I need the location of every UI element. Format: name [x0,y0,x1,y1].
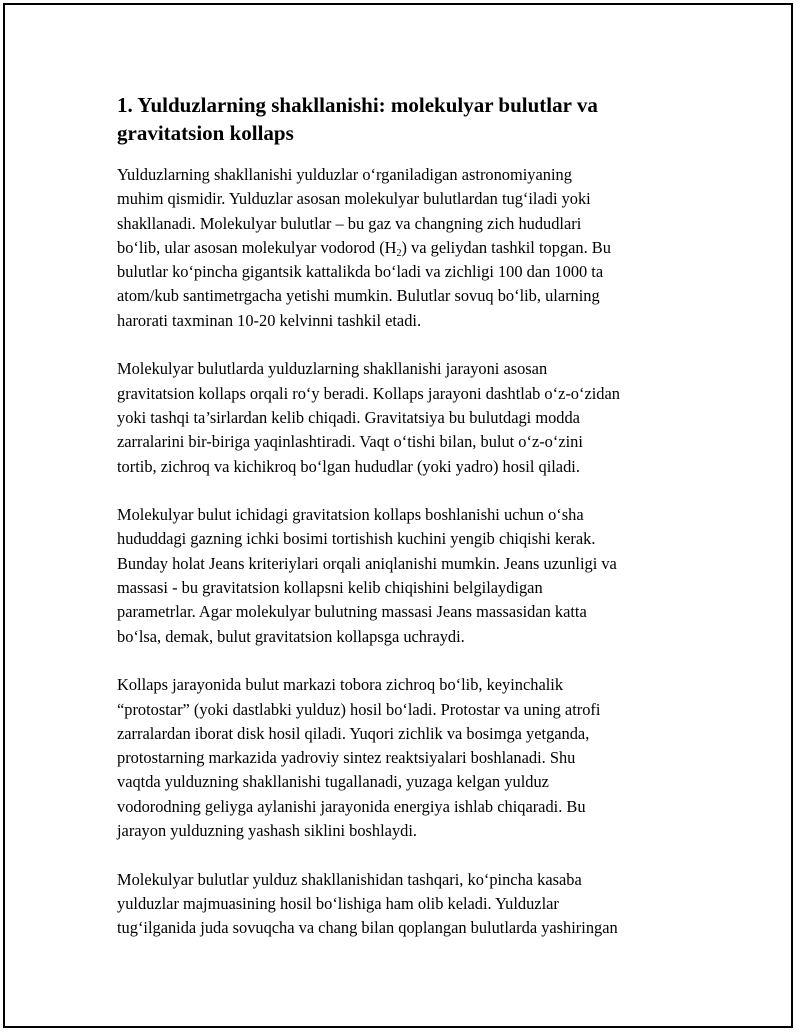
paragraph-1-line-4 [117,238,611,257]
section-heading: 1. Yulduzlarning shakllanishi: molekulyar bulutlar va gravitatsion kollaps [117,93,598,145]
paragraph-1-line-3: shakllanadi. Molekulyar bulutlar – bu gaz va changning zich hududlari [117,213,582,233]
hydrogen-subscript: 2 [396,247,402,259]
document-body [117,91,697,965]
paragraph-4: Kollaps jarayonida bulut markazi tobora zichroq bo‘lib, keyinchalik “protostar” (yoki dastlabki yulduz) hosil bo‘ladi. Protostar va uning atrofi zarralardan iborat disk hosil qiladi. Yuqori zichlik va bosimga yetganda, protostarning markazida yadroviy sintez reaktsiyalari boshlanadi. Shu vaqtda yulduzning shakllanishi tugallanadi, yuzaga kelgan yulduz vodorodning geliyga aylanishi jarayonida energiya ishlab chiqaradi. Bu jarayon yulduzning yashash siklini boshlaydi. [117,675,601,841]
paragraph-1-line-5: bulutlar ko‘pincha gigantsik kattalikda bo‘ladi va zichligi 100 dan 1000 ta [117,262,604,282]
paragraph-1-line-7: harorati taxminan 10-20 kelvinni tashkil etadi. [117,310,422,330]
paragraph-3: Molekulyar bulut ichidagi gravitatsion kollaps boshlanishi uchun o‘sha hududdagi gazning ichki bosimi tortishish kuchini yengib chiqishi kerak. Bunday holat Jeans kriteriylari orqali aniqlanishi mumkin. Jeans uzunligi va massasi - bu gravitatsion kollapsni kelib chiqishini belgilaydigan parametrlar. Agar molekulyar bulutning massasi Jeans massasidan katta bo‘lsa, demak, bulut gravitatsion kollapsga uchraydi. [117,505,617,646]
paragraph-2: Molekulyar bulutlarda yulduzlarning shakllanishi jarayoni asosan gravitatsion kollaps orqali ro‘y beradi. Kollaps jarayoni dashtlab o‘z-o‘zidan yoki tashqi ta’sirlardan kelib chiqadi. Gravitatsiya bu bulutdagi modda zarralarini bir-biriga yaqinlashtiradi. Vaqt o‘tishi bilan, bulut o‘z-o‘zini tortib, zichroq va kichikroq bo‘lgan hududlar (yoki yadro) hosil qiladi. [117,359,620,476]
line-4-before-formula: bo‘lib, ular asosan molekulyar vodorod (H [117,237,397,257]
paragraph-1-line-2: muhim qismidir. Yulduzlar asosan molekulyar bulutlardan tug‘iladi yoki [117,189,591,209]
paragraph-1-line-1: Yulduzlarning shakllanishi yulduzlar o‘rganiladigan astronomiyaning [117,165,572,184]
paragraph-5: Molekulyar bulutlar yulduz shakllanishidan tashqari, ko‘pincha kasaba yulduzlar majmuasining hosil bo‘lishiga ham olib keladi. Yulduzlar tug‘ilganida juda sovuqcha va chang bilan qoplangan bulutlarda yashiringan [117,869,618,938]
line-4-after-formula: ) va geliydan tashkil topgan. Bu [401,237,611,257]
paragraph-1-line-6: atom/kub santimetrgacha yetishi mumkin. Bulutlar sovuq bo‘lib, ularning [117,286,600,306]
paragraph-1 [117,163,697,333]
